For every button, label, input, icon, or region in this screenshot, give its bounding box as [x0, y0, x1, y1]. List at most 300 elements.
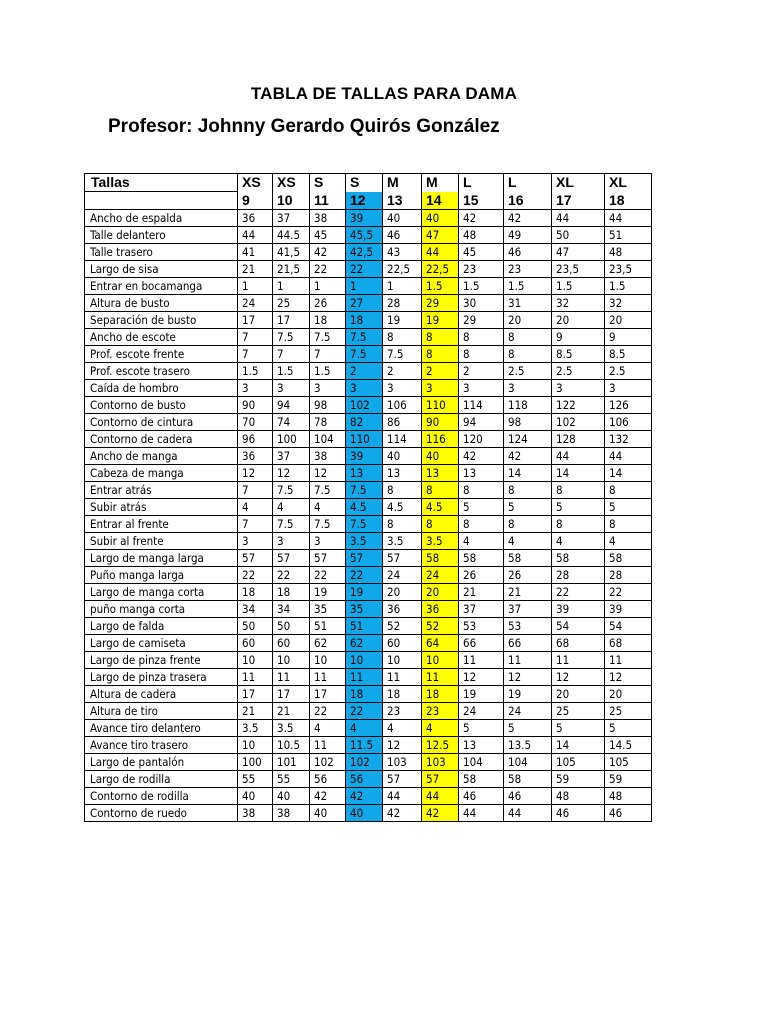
- measurement-label: Largo de camiseta: [85, 635, 238, 652]
- measurement-value: 22: [605, 584, 652, 601]
- measurement-value: 3: [605, 380, 652, 397]
- measurement-value: 68: [552, 635, 605, 652]
- measurement-value: 29: [422, 295, 459, 312]
- measurement-value: 24: [504, 703, 552, 720]
- measurement-value: 8: [552, 482, 605, 499]
- measurement-value: 11: [310, 737, 346, 754]
- measurement-value: 42: [310, 244, 346, 261]
- measurement-value: 1.5: [459, 278, 504, 295]
- measurement-value: 57: [310, 550, 346, 567]
- measurement-value: 19: [422, 312, 459, 329]
- measurement-value: 4: [273, 499, 310, 516]
- measurement-value: 9: [552, 329, 605, 346]
- measurement-value: 42: [459, 448, 504, 465]
- measurement-value: 39: [346, 210, 383, 227]
- measurement-value: 104: [459, 754, 504, 771]
- measurement-value: 13: [422, 465, 459, 482]
- measurement-value: 2: [383, 363, 422, 380]
- measurement-label: Subir al frente: [85, 533, 238, 550]
- measurement-value: 62: [310, 635, 346, 652]
- measurement-value: 66: [504, 635, 552, 652]
- measurement-value: 1.5: [238, 363, 273, 380]
- measurement-value: 7.5: [346, 329, 383, 346]
- measurement-value: 1: [383, 278, 422, 295]
- measurement-value: 4: [383, 720, 422, 737]
- measurement-value: 24: [422, 567, 459, 584]
- measurement-value: 4: [238, 499, 273, 516]
- measurement-value: 1.5: [273, 363, 310, 380]
- size-letter: S: [346, 174, 383, 192]
- measurement-value: 114: [459, 397, 504, 414]
- measurement-label: Largo de sisa: [85, 261, 238, 278]
- measurement-value: 7.5: [273, 329, 310, 346]
- measurement-value: 50: [273, 618, 310, 635]
- size-number: 17: [552, 192, 605, 210]
- table-row: [85, 499, 652, 516]
- measurement-value: 42: [504, 210, 552, 227]
- measurement-value: 46: [383, 227, 422, 244]
- measurement-value: 8: [459, 482, 504, 499]
- measurement-value: 8: [383, 329, 422, 346]
- measurement-value: 5: [605, 499, 652, 516]
- measurement-value: 44: [552, 210, 605, 227]
- table-row: [85, 397, 652, 414]
- measurement-value: 13: [459, 465, 504, 482]
- measurement-value: 45: [310, 227, 346, 244]
- measurement-value: 23: [459, 261, 504, 278]
- measurement-value: 11: [422, 669, 459, 686]
- measurement-value: 38: [238, 805, 273, 822]
- header-blank-cell: [85, 192, 238, 210]
- measurement-value: 57: [422, 771, 459, 788]
- measurement-value: 54: [605, 618, 652, 635]
- measurement-label: Altura de tiro: [85, 703, 238, 720]
- measurement-value: 2: [459, 363, 504, 380]
- measurement-value: 7: [238, 329, 273, 346]
- table-row: [85, 431, 652, 448]
- measurement-value: 120: [459, 431, 504, 448]
- measurement-value: 42: [383, 805, 422, 822]
- measurement-value: 3: [504, 380, 552, 397]
- table-row: [85, 805, 652, 822]
- measurement-value: 3: [310, 380, 346, 397]
- table-row: [85, 414, 652, 431]
- measurement-value: 11: [459, 652, 504, 669]
- measurement-value: 86: [383, 414, 422, 431]
- measurement-value: 8: [605, 482, 652, 499]
- measurement-value: 3: [383, 380, 422, 397]
- measurement-value: 48: [552, 788, 605, 805]
- measurement-value: 18: [273, 584, 310, 601]
- measurement-label: Largo de pantalón: [85, 754, 238, 771]
- measurement-value: 44: [238, 227, 273, 244]
- measurement-value: 7.5: [310, 482, 346, 499]
- measurement-value: 37: [459, 601, 504, 618]
- measurement-value: 22: [310, 567, 346, 584]
- measurement-value: 3: [459, 380, 504, 397]
- measurement-value: 60: [238, 635, 273, 652]
- measurement-value: 102: [346, 397, 383, 414]
- measurement-value: 10: [238, 737, 273, 754]
- measurement-value: 45: [459, 244, 504, 261]
- measurement-value: 60: [273, 635, 310, 652]
- measurement-value: 57: [238, 550, 273, 567]
- measurement-value: 40: [383, 210, 422, 227]
- measurement-value: 104: [504, 754, 552, 771]
- measurement-value: 28: [383, 295, 422, 312]
- measurement-value: 22: [310, 703, 346, 720]
- measurement-value: 8: [504, 516, 552, 533]
- measurement-value: 46: [504, 244, 552, 261]
- measurement-label: Ancho de espalda: [85, 210, 238, 227]
- measurement-value: 18: [422, 686, 459, 703]
- table-row: [85, 516, 652, 533]
- measurement-value: 21: [238, 703, 273, 720]
- measurement-value: 18: [310, 312, 346, 329]
- measurement-value: 122: [552, 397, 605, 414]
- measurement-value: 27: [346, 295, 383, 312]
- measurement-label: Largo de manga larga: [85, 550, 238, 567]
- measurement-value: 37: [273, 448, 310, 465]
- measurement-value: 4: [504, 533, 552, 550]
- measurement-value: 24: [459, 703, 504, 720]
- measurement-value: 62: [346, 635, 383, 652]
- measurement-value: 42: [459, 210, 504, 227]
- table-row: [85, 584, 652, 601]
- measurement-value: 4: [459, 533, 504, 550]
- measurement-label: Puño manga larga: [85, 567, 238, 584]
- measurement-value: 10: [422, 652, 459, 669]
- size-number: 15: [459, 192, 504, 210]
- measurement-value: 12.5: [422, 737, 459, 754]
- measurement-value: 20: [605, 312, 652, 329]
- measurement-value: 100: [273, 431, 310, 448]
- size-letter: S: [310, 174, 346, 192]
- measurement-value: 12: [552, 669, 605, 686]
- size-number: 11: [310, 192, 346, 210]
- measurement-value: 42: [346, 788, 383, 805]
- measurement-value: 40: [346, 805, 383, 822]
- measurement-value: 8: [459, 516, 504, 533]
- measurement-value: 5: [552, 499, 605, 516]
- measurement-label: Largo de manga corta: [85, 584, 238, 601]
- measurement-value: 116: [422, 431, 459, 448]
- size-chart-table: [84, 173, 652, 822]
- size-letter: L: [459, 174, 504, 192]
- measurement-value: 3: [346, 380, 383, 397]
- measurement-value: 3: [273, 533, 310, 550]
- measurement-value: 24: [383, 567, 422, 584]
- table-row: [85, 720, 652, 737]
- measurement-value: 57: [346, 550, 383, 567]
- measurement-label: Altura de cadera: [85, 686, 238, 703]
- measurement-value: 8: [504, 329, 552, 346]
- measurement-value: 22,5: [383, 261, 422, 278]
- size-number: 16: [504, 192, 552, 210]
- table-row: [85, 550, 652, 567]
- measurement-value: 8: [459, 346, 504, 363]
- measurement-value: 7.5: [310, 329, 346, 346]
- measurement-value: 82: [346, 414, 383, 431]
- measurement-value: 36: [383, 601, 422, 618]
- measurement-label: puño manga corta: [85, 601, 238, 618]
- measurement-value: 48: [605, 788, 652, 805]
- measurement-value: 68: [605, 635, 652, 652]
- table-row: [85, 295, 652, 312]
- measurement-label: Separación de busto: [85, 312, 238, 329]
- header-sizes-row: [85, 174, 652, 192]
- measurement-value: 32: [552, 295, 605, 312]
- measurement-value: 94: [459, 414, 504, 431]
- measurement-value: 21,5: [273, 261, 310, 278]
- measurement-value: 9: [605, 329, 652, 346]
- document-title: TABLA DE TALLAS PARA DAMA: [250, 84, 518, 103]
- measurement-value: 44: [605, 448, 652, 465]
- measurement-value: 4: [310, 720, 346, 737]
- measurement-value: 44: [459, 805, 504, 822]
- measurement-value: 5: [504, 720, 552, 737]
- measurement-value: 12: [310, 465, 346, 482]
- measurement-value: 36: [238, 210, 273, 227]
- measurement-value: 37: [273, 210, 310, 227]
- measurement-value: 24: [238, 295, 273, 312]
- measurement-value: 37: [504, 601, 552, 618]
- measurement-value: 12: [504, 669, 552, 686]
- measurement-value: 102: [346, 754, 383, 771]
- measurement-value: 14: [552, 737, 605, 754]
- measurement-value: 10: [273, 652, 310, 669]
- measurement-value: 8.5: [552, 346, 605, 363]
- measurement-value: 44: [552, 448, 605, 465]
- measurement-value: 3: [273, 380, 310, 397]
- measurement-value: 51: [605, 227, 652, 244]
- measurement-value: 114: [383, 431, 422, 448]
- measurement-value: 19: [383, 312, 422, 329]
- measurement-value: 5: [504, 499, 552, 516]
- measurement-value: 42: [504, 448, 552, 465]
- measurement-value: 1.5: [310, 363, 346, 380]
- measurement-label: Entrar en bocamanga: [85, 278, 238, 295]
- measurement-value: 7: [310, 346, 346, 363]
- measurement-value: 36: [422, 601, 459, 618]
- measurement-value: 21: [504, 584, 552, 601]
- measurement-value: 23: [422, 703, 459, 720]
- measurement-value: 59: [552, 771, 605, 788]
- measurement-value: 22,5: [422, 261, 459, 278]
- measurement-value: 3: [310, 533, 346, 550]
- measurement-value: 57: [273, 550, 310, 567]
- measurement-value: 11: [310, 669, 346, 686]
- measurement-value: 50: [238, 618, 273, 635]
- measurement-value: 8: [422, 482, 459, 499]
- measurement-value: 14.5: [605, 737, 652, 754]
- measurement-value: 12: [383, 737, 422, 754]
- measurement-value: 20: [383, 584, 422, 601]
- size-letter: L: [504, 174, 552, 192]
- measurement-value: 59: [605, 771, 652, 788]
- measurement-label: Talle delantero: [85, 227, 238, 244]
- measurement-value: 1: [273, 278, 310, 295]
- measurement-value: 53: [459, 618, 504, 635]
- measurement-value: 46: [459, 788, 504, 805]
- table-row: [85, 788, 652, 805]
- measurement-value: 19: [459, 686, 504, 703]
- measurement-value: 26: [459, 567, 504, 584]
- measurement-value: 10.5: [273, 737, 310, 754]
- measurement-label: Caída de hombro: [85, 380, 238, 397]
- measurement-value: 25: [605, 703, 652, 720]
- measurement-value: 7.5: [273, 482, 310, 499]
- measurement-label: Prof. escote trasero: [85, 363, 238, 380]
- measurement-value: 11: [605, 652, 652, 669]
- document-subtitle: Profesor: Johnny Gerardo Quirós González: [108, 116, 500, 137]
- measurement-value: 51: [346, 618, 383, 635]
- measurement-value: 98: [310, 397, 346, 414]
- measurement-value: 28: [552, 567, 605, 584]
- measurement-value: 52: [383, 618, 422, 635]
- measurement-value: 4.5: [346, 499, 383, 516]
- measurement-value: 23,5: [552, 261, 605, 278]
- measurement-value: 3: [552, 380, 605, 397]
- measurement-value: 3.5: [422, 533, 459, 550]
- measurement-value: 103: [383, 754, 422, 771]
- measurement-value: 42,5: [346, 244, 383, 261]
- measurement-value: 20: [552, 686, 605, 703]
- measurement-value: 1.5: [504, 278, 552, 295]
- table-row: [85, 618, 652, 635]
- measurement-value: 10: [310, 652, 346, 669]
- measurement-value: 2.5: [605, 363, 652, 380]
- measurement-value: 19: [504, 686, 552, 703]
- measurement-value: 18: [346, 686, 383, 703]
- measurement-value: 12: [459, 669, 504, 686]
- measurement-value: 102: [552, 414, 605, 431]
- measurement-value: 8: [504, 482, 552, 499]
- measurement-value: 47: [552, 244, 605, 261]
- measurement-value: 90: [422, 414, 459, 431]
- measurement-value: 42: [310, 788, 346, 805]
- measurement-value: 21: [459, 584, 504, 601]
- measurement-value: 11: [238, 669, 273, 686]
- measurement-value: 35: [310, 601, 346, 618]
- size-letter: XL: [605, 174, 652, 192]
- measurement-value: 98: [504, 414, 552, 431]
- measurement-value: 23,5: [605, 261, 652, 278]
- measurement-value: 4: [346, 720, 383, 737]
- measurement-label: Contorno de busto: [85, 397, 238, 414]
- measurement-value: 58: [605, 550, 652, 567]
- measurement-value: 20: [422, 584, 459, 601]
- measurement-value: 40: [238, 788, 273, 805]
- table-row: [85, 703, 652, 720]
- measurement-value: 1.5: [422, 278, 459, 295]
- measurement-value: 11: [346, 669, 383, 686]
- measurement-value: 14: [504, 465, 552, 482]
- measurement-value: 18: [238, 584, 273, 601]
- measurement-value: 10: [238, 652, 273, 669]
- measurement-value: 50: [552, 227, 605, 244]
- measurement-value: 19: [346, 584, 383, 601]
- measurement-value: 7.5: [383, 346, 422, 363]
- measurement-label: Contorno de cadera: [85, 431, 238, 448]
- measurement-value: 57: [383, 771, 422, 788]
- measurement-value: 1: [310, 278, 346, 295]
- size-letter: M: [383, 174, 422, 192]
- measurement-value: 17: [273, 312, 310, 329]
- measurement-value: 49: [504, 227, 552, 244]
- measurement-value: 58: [552, 550, 605, 567]
- measurement-value: 103: [422, 754, 459, 771]
- measurement-value: 7: [238, 346, 273, 363]
- header-numbers-row: [85, 192, 652, 210]
- measurement-value: 22: [238, 567, 273, 584]
- measurement-value: 40: [383, 448, 422, 465]
- measurement-value: 102: [310, 754, 346, 771]
- measurement-value: 38: [310, 448, 346, 465]
- measurement-value: 3: [422, 380, 459, 397]
- measurement-value: 13: [459, 737, 504, 754]
- measurement-value: 5: [552, 720, 605, 737]
- size-letter: M: [422, 174, 459, 192]
- table-row: [85, 465, 652, 482]
- measurement-value: 60: [383, 635, 422, 652]
- measurement-value: 7.5: [346, 482, 383, 499]
- measurement-value: 11: [552, 652, 605, 669]
- measurement-value: 4: [422, 720, 459, 737]
- measurement-value: 8: [422, 516, 459, 533]
- measurement-value: 34: [273, 601, 310, 618]
- measurement-value: 70: [238, 414, 273, 431]
- table-row: [85, 635, 652, 652]
- table-row: [85, 261, 652, 278]
- measurement-value: 5: [459, 499, 504, 516]
- measurement-value: 7.5: [273, 516, 310, 533]
- measurement-value: 22: [346, 567, 383, 584]
- measurement-value: 38: [273, 805, 310, 822]
- measurement-value: 26: [504, 567, 552, 584]
- measurement-value: 17: [238, 312, 273, 329]
- measurement-value: 11: [273, 669, 310, 686]
- measurement-value: 39: [605, 601, 652, 618]
- measurement-value: 44: [605, 210, 652, 227]
- measurement-value: 5: [459, 720, 504, 737]
- measurement-value: 44: [422, 244, 459, 261]
- measurement-value: 110: [346, 431, 383, 448]
- measurement-value: 38: [310, 210, 346, 227]
- measurement-value: 58: [504, 771, 552, 788]
- measurement-value: 22: [552, 584, 605, 601]
- size-number: 13: [383, 192, 422, 210]
- measurement-value: 8: [504, 346, 552, 363]
- measurement-value: 7.5: [346, 516, 383, 533]
- measurement-value: 44.5: [273, 227, 310, 244]
- measurement-value: 8: [383, 516, 422, 533]
- measurement-value: 96: [238, 431, 273, 448]
- table-row: [85, 278, 652, 295]
- size-letter: XL: [552, 174, 605, 192]
- measurement-value: 58: [459, 771, 504, 788]
- measurement-value: 34: [238, 601, 273, 618]
- table-row: [85, 669, 652, 686]
- measurement-label: Subir atrás: [85, 499, 238, 516]
- measurement-value: 1.5: [605, 278, 652, 295]
- measurement-value: 20: [504, 312, 552, 329]
- measurement-value: 17: [238, 686, 273, 703]
- measurement-value: 42: [422, 805, 459, 822]
- measurement-label: Contorno de rodilla: [85, 788, 238, 805]
- measurement-value: 41: [238, 244, 273, 261]
- measurement-value: 128: [552, 431, 605, 448]
